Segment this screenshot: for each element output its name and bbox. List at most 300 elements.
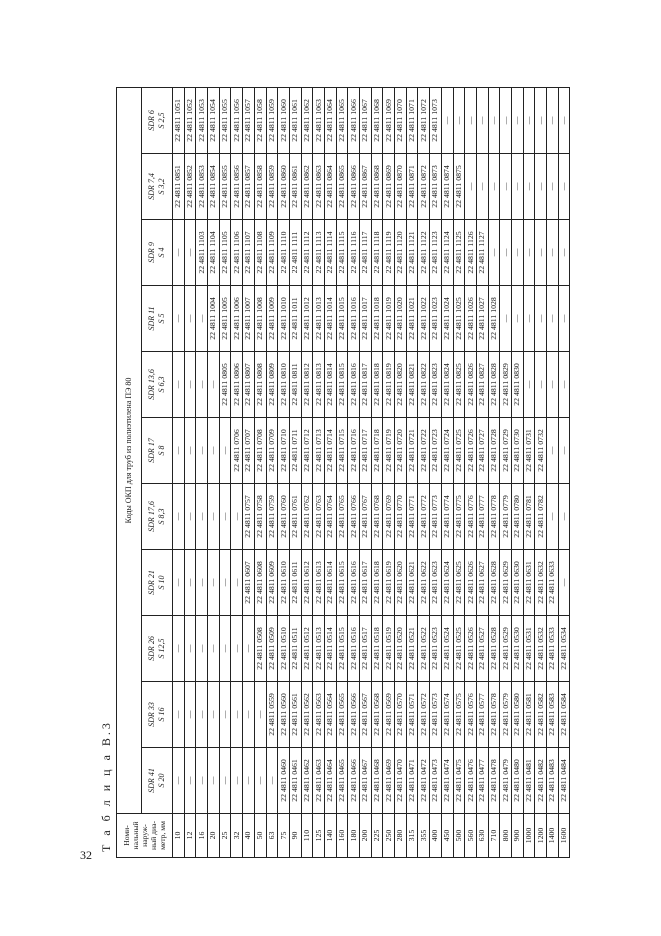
okp-code-cell: 22 4811 1060 bbox=[278, 87, 290, 153]
sdr-column-header bbox=[142, 484, 173, 550]
okp-code-cell: 22 4811 0768 bbox=[371, 484, 383, 550]
okp-code-cell: 22 4811 0757 bbox=[243, 484, 255, 550]
okp-code-cell: 22 4811 0872 bbox=[418, 154, 430, 220]
okp-code-cell: — bbox=[196, 616, 208, 682]
okp-code-cell: 22 4811 0823 bbox=[430, 352, 442, 418]
okp-code-cell: 22 4811 1119 bbox=[383, 220, 395, 286]
okp-code-cell: — bbox=[243, 616, 255, 682]
okp-code-cell: 22 4811 0766 bbox=[348, 484, 360, 550]
okp-codes-table bbox=[116, 87, 570, 858]
diameter-cell: 25 bbox=[219, 814, 231, 858]
okp-code-cell: 22 4811 0822 bbox=[418, 352, 430, 418]
okp-code-cell: — bbox=[254, 748, 266, 814]
okp-code-cell: — bbox=[558, 418, 570, 484]
okp-code-cell: 22 4811 1006 bbox=[231, 286, 243, 352]
okp-code-cell: 22 4811 1066 bbox=[348, 87, 360, 153]
okp-code-cell: — bbox=[500, 286, 512, 352]
okp-code-cell: 22 4811 0575 bbox=[453, 682, 465, 748]
okp-code-cell: 22 4811 1021 bbox=[406, 286, 418, 352]
table-row bbox=[441, 87, 453, 857]
okp-code-cell: 22 4811 0851 bbox=[173, 154, 185, 220]
okp-code-cell: 22 4811 1126 bbox=[465, 220, 477, 286]
okp-code-cell: — bbox=[173, 286, 185, 352]
okp-code-cell: — bbox=[243, 748, 255, 814]
okp-code-cell: 22 4811 1123 bbox=[430, 220, 442, 286]
okp-code-cell: — bbox=[500, 154, 512, 220]
okp-code-cell: — bbox=[184, 550, 196, 616]
okp-code-cell: 22 4811 0825 bbox=[453, 352, 465, 418]
okp-code-cell: 22 4811 0779 bbox=[500, 484, 512, 550]
okp-code-cell: 22 4811 0522 bbox=[418, 616, 430, 682]
okp-code-cell: 22 4811 0527 bbox=[476, 616, 488, 682]
okp-code-cell: 22 4811 1125 bbox=[453, 220, 465, 286]
okp-code-cell: 22 4811 0709 bbox=[266, 418, 278, 484]
okp-code-cell: 22 4811 1063 bbox=[313, 87, 325, 153]
okp-code-cell: 22 4811 1018 bbox=[371, 286, 383, 352]
okp-code-cell: 22 4811 0759 bbox=[266, 484, 278, 550]
okp-code-cell: 22 4811 1024 bbox=[441, 286, 453, 352]
okp-code-cell: 22 4811 0628 bbox=[488, 550, 500, 616]
okp-code-cell: — bbox=[511, 87, 523, 153]
okp-code-cell: — bbox=[535, 286, 547, 352]
okp-code-cell: 22 4811 0624 bbox=[441, 550, 453, 616]
okp-code-cell: 22 4811 0706 bbox=[231, 418, 243, 484]
okp-code-cell: 22 4811 0769 bbox=[383, 484, 395, 550]
okp-code-cell: 22 4811 0723 bbox=[430, 418, 442, 484]
okp-code-cell: 22 4811 0863 bbox=[313, 154, 325, 220]
s-value: S 3,2 bbox=[157, 178, 166, 195]
okp-code-cell: — bbox=[547, 87, 559, 153]
okp-code-cell: 22 4811 1111 bbox=[289, 220, 301, 286]
okp-code-cell: 22 4811 1070 bbox=[395, 87, 407, 153]
table-row bbox=[430, 87, 442, 857]
okp-code-cell: 22 4811 0477 bbox=[476, 748, 488, 814]
nominal-diameter-header-line: наруж- bbox=[140, 824, 149, 847]
table-row bbox=[488, 87, 500, 857]
okp-code-cell: — bbox=[173, 748, 185, 814]
s-value: S 4 bbox=[157, 247, 166, 258]
okp-code-cell: 22 4811 0814 bbox=[324, 352, 336, 418]
okp-code-cell: — bbox=[173, 484, 185, 550]
header-row-sdr bbox=[142, 87, 173, 857]
okp-code-cell: — bbox=[231, 748, 243, 814]
okp-code-cell: 22 4811 0561 bbox=[289, 682, 301, 748]
okp-code-cell: — bbox=[488, 220, 500, 286]
okp-code-cell: — bbox=[219, 682, 231, 748]
okp-code-cell: 22 4811 0815 bbox=[336, 352, 348, 418]
s-value: S 8 bbox=[157, 445, 166, 456]
s-value: S 12,5 bbox=[157, 638, 166, 659]
okp-code-cell: 22 4811 1071 bbox=[406, 87, 418, 153]
okp-code-cell: 22 4811 0873 bbox=[430, 154, 442, 220]
okp-code-cell: — bbox=[488, 87, 500, 153]
sdr-column-header bbox=[142, 220, 173, 286]
okp-code-cell: 22 4811 0758 bbox=[254, 484, 266, 550]
okp-code-cell: — bbox=[219, 748, 231, 814]
okp-code-cell: 22 4811 0532 bbox=[535, 616, 547, 682]
okp-code-cell: 22 4811 1121 bbox=[406, 220, 418, 286]
okp-code-cell: 22 4811 0627 bbox=[476, 550, 488, 616]
okp-code-cell: 22 4811 1027 bbox=[476, 286, 488, 352]
okp-code-cell: 22 4811 1110 bbox=[278, 220, 290, 286]
header-row-group bbox=[117, 87, 142, 857]
okp-code-cell: 22 4811 0611 bbox=[289, 550, 301, 616]
sdr-column-header bbox=[142, 286, 173, 352]
diameter-cell: 1000 bbox=[523, 814, 535, 858]
okp-code-cell: 22 4811 1058 bbox=[254, 87, 266, 153]
okp-code-cell: 22 4811 0710 bbox=[278, 418, 290, 484]
okp-code-cell: 22 4811 0612 bbox=[301, 550, 313, 616]
diameter-cell: 160 bbox=[336, 814, 348, 858]
okp-code-cell: 22 4811 1067 bbox=[360, 87, 372, 153]
okp-code-cell: 22 4811 0810 bbox=[278, 352, 290, 418]
okp-code-cell: 22 4811 0827 bbox=[476, 352, 488, 418]
table-row bbox=[231, 87, 243, 857]
okp-code-cell: 22 4811 1059 bbox=[266, 87, 278, 153]
okp-code-cell: 22 4811 0525 bbox=[453, 616, 465, 682]
okp-code-cell: — bbox=[254, 682, 266, 748]
okp-code-cell: 22 4811 0513 bbox=[313, 616, 325, 682]
okp-code-cell: 22 4811 0728 bbox=[488, 418, 500, 484]
okp-code-cell: — bbox=[173, 550, 185, 616]
okp-code-cell: 22 4811 0470 bbox=[395, 748, 407, 814]
okp-code-cell: — bbox=[523, 220, 535, 286]
s-value: S 8,3 bbox=[157, 508, 166, 525]
okp-code-cell: 22 4811 0577 bbox=[476, 682, 488, 748]
okp-code-cell: — bbox=[266, 748, 278, 814]
okp-code-cell: 22 4811 0461 bbox=[289, 748, 301, 814]
okp-code-cell: — bbox=[208, 550, 220, 616]
okp-code-cell: 22 4811 1117 bbox=[360, 220, 372, 286]
okp-code-cell: 22 4811 0608 bbox=[254, 550, 266, 616]
okp-code-cell: 22 4811 0523 bbox=[430, 616, 442, 682]
okp-code-cell: 22 4811 0818 bbox=[371, 352, 383, 418]
okp-code-cell: 22 4811 1026 bbox=[465, 286, 477, 352]
okp-code-cell: 22 4811 0729 bbox=[500, 418, 512, 484]
table-row bbox=[535, 87, 547, 857]
okp-code-cell: — bbox=[500, 87, 512, 153]
okp-code-cell: — bbox=[184, 220, 196, 286]
diameter-cell: 560 bbox=[465, 814, 477, 858]
okp-code-cell: 22 4811 1022 bbox=[418, 286, 430, 352]
table-row bbox=[453, 87, 465, 857]
okp-code-cell: 22 4811 0714 bbox=[324, 418, 336, 484]
okp-code-cell: 22 4811 0518 bbox=[371, 616, 383, 682]
okp-code-cell: 22 4811 1109 bbox=[266, 220, 278, 286]
table-row bbox=[254, 87, 266, 857]
okp-code-cell: 22 4811 0860 bbox=[278, 154, 290, 220]
okp-code-cell: 22 4811 0718 bbox=[371, 418, 383, 484]
diameter-cell: 20 bbox=[208, 814, 220, 858]
okp-code-cell: — bbox=[547, 352, 559, 418]
okp-code-cell: — bbox=[476, 154, 488, 220]
okp-code-cell: — bbox=[465, 87, 477, 153]
sdr-column-header bbox=[142, 682, 173, 748]
group-header: Коды ОКП для труб из полиэтилена ПЭ 80 bbox=[117, 87, 142, 813]
okp-code-cell: 22 4811 0483 bbox=[547, 748, 559, 814]
okp-code-cell: — bbox=[219, 616, 231, 682]
okp-code-cell: 22 4811 0853 bbox=[196, 154, 208, 220]
table-row bbox=[301, 87, 313, 857]
diameter-cell: 10 bbox=[173, 814, 185, 858]
okp-code-cell: 22 4811 0780 bbox=[511, 484, 523, 550]
okp-code-cell: 22 4811 1013 bbox=[313, 286, 325, 352]
sdr-value: SDR 6 bbox=[147, 110, 156, 131]
okp-code-cell: 22 4811 0859 bbox=[266, 154, 278, 220]
okp-code-cell: 22 4811 1072 bbox=[418, 87, 430, 153]
sdr-value: SDR 17,6 bbox=[147, 501, 156, 532]
okp-code-cell: 22 4811 0824 bbox=[441, 352, 453, 418]
okp-code-cell: 22 4811 0772 bbox=[418, 484, 430, 550]
okp-code-cell: 22 4811 0613 bbox=[313, 550, 325, 616]
okp-code-cell: — bbox=[231, 484, 243, 550]
okp-code-cell: 22 4811 0618 bbox=[371, 550, 383, 616]
table-row bbox=[313, 87, 325, 857]
okp-code-cell: 22 4811 0508 bbox=[254, 616, 266, 682]
okp-code-cell: 22 4811 0517 bbox=[360, 616, 372, 682]
okp-code-cell: 22 4811 0730 bbox=[511, 418, 523, 484]
okp-code-cell: 22 4811 0533 bbox=[547, 616, 559, 682]
okp-code-cell: 22 4811 0621 bbox=[406, 550, 418, 616]
okp-code-cell: — bbox=[208, 484, 220, 550]
okp-code-cell: 22 4811 0629 bbox=[500, 550, 512, 616]
okp-code-cell: 22 4811 0776 bbox=[465, 484, 477, 550]
okp-code-cell: — bbox=[196, 550, 208, 616]
s-value: S 2,5 bbox=[157, 112, 166, 129]
okp-code-cell: 22 4811 1005 bbox=[219, 286, 231, 352]
okp-code-cell: 22 4811 1057 bbox=[243, 87, 255, 153]
okp-code-cell: — bbox=[184, 616, 196, 682]
sdr-value: SDR 33 bbox=[147, 702, 156, 727]
table-row bbox=[395, 87, 407, 857]
okp-code-cell: 22 4811 0607 bbox=[243, 550, 255, 616]
okp-code-cell: 22 4811 0464 bbox=[324, 748, 336, 814]
okp-code-cell: 22 4811 1124 bbox=[441, 220, 453, 286]
nominal-diameter-header-line: ный диа- bbox=[149, 821, 158, 850]
okp-code-cell: 22 4811 0865 bbox=[336, 154, 348, 220]
sdr-value: SDR 41 bbox=[147, 768, 156, 793]
diameter-cell: 50 bbox=[254, 814, 266, 858]
okp-code-cell: 22 4811 0531 bbox=[523, 616, 535, 682]
sdr-value: SDR 13,6 bbox=[147, 369, 156, 400]
okp-code-cell: 22 4811 0481 bbox=[523, 748, 535, 814]
okp-code-cell: 22 4811 0806 bbox=[231, 352, 243, 418]
okp-code-cell: 22 4811 1062 bbox=[301, 87, 313, 153]
okp-code-cell: 22 4811 0875 bbox=[453, 154, 465, 220]
okp-code-cell: 22 4811 0765 bbox=[336, 484, 348, 550]
diameter-cell: 280 bbox=[395, 814, 407, 858]
sdr-value: SDR 11 bbox=[147, 306, 156, 331]
sdr-value: SDR 21 bbox=[147, 570, 156, 595]
okp-code-cell: — bbox=[558, 550, 570, 616]
okp-code-cell: 22 4811 1016 bbox=[348, 286, 360, 352]
okp-code-cell: — bbox=[558, 220, 570, 286]
table-row bbox=[383, 87, 395, 857]
okp-code-cell: 22 4811 0866 bbox=[348, 154, 360, 220]
table-row bbox=[243, 87, 255, 857]
okp-code-cell: 22 4811 0578 bbox=[488, 682, 500, 748]
okp-code-cell: 22 4811 0862 bbox=[301, 154, 313, 220]
okp-code-cell: 22 4811 0707 bbox=[243, 418, 255, 484]
okp-code-cell: 22 4811 0616 bbox=[348, 550, 360, 616]
diameter-cell: 32 bbox=[231, 814, 243, 858]
table-row bbox=[371, 87, 383, 857]
okp-code-cell: 22 4811 1120 bbox=[395, 220, 407, 286]
okp-code-cell: 22 4811 0870 bbox=[395, 154, 407, 220]
okp-code-cell: 22 4811 1025 bbox=[453, 286, 465, 352]
okp-code-cell: — bbox=[184, 484, 196, 550]
okp-code-cell: — bbox=[523, 87, 535, 153]
okp-code-cell: 22 4811 0782 bbox=[535, 484, 547, 550]
okp-code-cell: 22 4811 0465 bbox=[336, 748, 348, 814]
okp-code-cell: 22 4811 0805 bbox=[219, 352, 231, 418]
okp-code-cell: 22 4811 0731 bbox=[523, 418, 535, 484]
okp-code-cell: 22 4811 0762 bbox=[301, 484, 313, 550]
okp-code-cell: 22 4811 0829 bbox=[500, 352, 512, 418]
s-value: S 10 bbox=[157, 575, 166, 590]
okp-code-cell: 22 4811 0559 bbox=[266, 682, 278, 748]
okp-code-cell: — bbox=[476, 87, 488, 153]
okp-code-cell: 22 4811 0708 bbox=[254, 418, 266, 484]
okp-code-cell: — bbox=[231, 682, 243, 748]
okp-code-cell: 22 4811 0868 bbox=[371, 154, 383, 220]
okp-code-cell: 22 4811 0717 bbox=[360, 418, 372, 484]
okp-code-cell: 22 4811 0722 bbox=[418, 418, 430, 484]
okp-code-cell: — bbox=[523, 154, 535, 220]
okp-code-cell: 22 4811 0526 bbox=[465, 616, 477, 682]
okp-code-cell: 22 4811 0484 bbox=[558, 748, 570, 814]
okp-code-cell: 22 4811 0576 bbox=[465, 682, 477, 748]
okp-code-cell: 22 4811 0567 bbox=[360, 682, 372, 748]
table-row bbox=[547, 87, 559, 857]
okp-code-cell: 22 4811 0774 bbox=[441, 484, 453, 550]
s-value: S 20 bbox=[157, 773, 166, 788]
diameter-cell: 1400 bbox=[547, 814, 559, 858]
rotated-table-block bbox=[96, 88, 651, 858]
okp-code-cell: 22 4811 0460 bbox=[278, 748, 290, 814]
okp-code-cell: 22 4811 0874 bbox=[441, 154, 453, 220]
okp-code-cell: 22 4811 0565 bbox=[336, 682, 348, 748]
diameter-cell: 1600 bbox=[558, 814, 570, 858]
table-row bbox=[208, 87, 220, 857]
okp-code-cell: 22 4811 0584 bbox=[558, 682, 570, 748]
okp-code-cell: 22 4811 0473 bbox=[430, 748, 442, 814]
okp-code-cell: 22 4811 0560 bbox=[278, 682, 290, 748]
okp-code-cell: — bbox=[465, 154, 477, 220]
okp-code-cell: 22 4811 0573 bbox=[430, 682, 442, 748]
okp-code-cell: — bbox=[219, 484, 231, 550]
okp-code-cell: 22 4811 1055 bbox=[219, 87, 231, 153]
okp-code-cell: 22 4811 0726 bbox=[465, 418, 477, 484]
okp-code-cell: 22 4811 0771 bbox=[406, 484, 418, 550]
okp-code-cell: — bbox=[558, 352, 570, 418]
table-row bbox=[278, 87, 290, 857]
okp-code-cell: 22 4811 1017 bbox=[360, 286, 372, 352]
okp-code-cell: 22 4811 0760 bbox=[278, 484, 290, 550]
table-row bbox=[511, 87, 523, 857]
okp-code-cell: 22 4811 1122 bbox=[418, 220, 430, 286]
okp-code-cell: 22 4811 0463 bbox=[313, 748, 325, 814]
okp-code-cell: 22 4811 0610 bbox=[278, 550, 290, 616]
table-row bbox=[173, 87, 185, 857]
okp-code-cell: 22 4811 1011 bbox=[289, 286, 301, 352]
okp-code-cell: — bbox=[184, 286, 196, 352]
table-row bbox=[406, 87, 418, 857]
nominal-diameter-header bbox=[117, 814, 173, 858]
okp-code-cell: 22 4811 0820 bbox=[395, 352, 407, 418]
table-body bbox=[173, 87, 570, 857]
diameter-cell: 250 bbox=[383, 814, 395, 858]
okp-code-cell: 22 4811 0864 bbox=[324, 154, 336, 220]
okp-code-cell: 22 4811 1105 bbox=[219, 220, 231, 286]
okp-code-cell: 22 4811 1068 bbox=[371, 87, 383, 153]
okp-code-cell: 22 4811 0472 bbox=[418, 748, 430, 814]
sdr-column-header bbox=[142, 748, 173, 814]
okp-code-cell: — bbox=[511, 154, 523, 220]
okp-code-cell: 22 4811 0631 bbox=[523, 550, 535, 616]
okp-code-cell: 22 4811 0471 bbox=[406, 748, 418, 814]
page-number: 32 bbox=[80, 848, 92, 862]
okp-code-cell: 22 4811 0632 bbox=[535, 550, 547, 616]
nominal-diameter-header-line: метр, мм bbox=[158, 821, 167, 850]
okp-code-cell: 22 4811 1064 bbox=[324, 87, 336, 153]
okp-code-cell: — bbox=[558, 154, 570, 220]
okp-code-cell: — bbox=[231, 616, 243, 682]
okp-code-cell: 22 4811 0858 bbox=[254, 154, 266, 220]
table-row bbox=[348, 87, 360, 857]
okp-code-cell: 22 4811 0529 bbox=[500, 616, 512, 682]
okp-code-cell: 22 4811 1009 bbox=[266, 286, 278, 352]
okp-code-cell: 22 4811 1108 bbox=[254, 220, 266, 286]
okp-code-cell: — bbox=[196, 748, 208, 814]
okp-code-cell: 22 4811 0724 bbox=[441, 418, 453, 484]
diameter-cell: 800 bbox=[500, 814, 512, 858]
okp-code-cell: 22 4811 1061 bbox=[289, 87, 301, 153]
okp-code-cell: 22 4811 0511 bbox=[289, 616, 301, 682]
okp-code-cell: 22 4811 0474 bbox=[441, 748, 453, 814]
okp-code-cell: 22 4811 0856 bbox=[231, 154, 243, 220]
okp-code-cell: 22 4811 0828 bbox=[488, 352, 500, 418]
okp-code-cell: 22 4811 0521 bbox=[406, 616, 418, 682]
okp-code-cell: 22 4811 0857 bbox=[243, 154, 255, 220]
okp-code-cell: 22 4811 0763 bbox=[313, 484, 325, 550]
diameter-cell: 225 bbox=[371, 814, 383, 858]
diameter-cell: 125 bbox=[313, 814, 325, 858]
okp-code-cell: 22 4811 1113 bbox=[313, 220, 325, 286]
okp-code-cell: — bbox=[547, 418, 559, 484]
okp-code-cell: 22 4811 1004 bbox=[208, 286, 220, 352]
okp-code-cell: 22 4811 0479 bbox=[500, 748, 512, 814]
diameter-cell: 75 bbox=[278, 814, 290, 858]
okp-code-cell: 22 4811 0807 bbox=[243, 352, 255, 418]
okp-code-cell: 22 4811 0564 bbox=[324, 682, 336, 748]
sdr-value: SDR 17 bbox=[147, 438, 156, 463]
okp-code-cell: 22 4811 0813 bbox=[313, 352, 325, 418]
okp-code-cell: 22 4811 0509 bbox=[266, 616, 278, 682]
sdr-column-header bbox=[142, 154, 173, 220]
okp-code-cell: 22 4811 0534 bbox=[558, 616, 570, 682]
okp-code-cell: 22 4811 0468 bbox=[371, 748, 383, 814]
diameter-cell: 450 bbox=[441, 814, 453, 858]
okp-code-cell: 22 4811 0871 bbox=[406, 154, 418, 220]
okp-code-cell: 22 4811 0566 bbox=[348, 682, 360, 748]
okp-code-cell: 22 4811 0480 bbox=[511, 748, 523, 814]
okp-code-cell: 22 4811 1023 bbox=[430, 286, 442, 352]
okp-code-cell: 22 4811 0569 bbox=[383, 682, 395, 748]
okp-code-cell: — bbox=[208, 748, 220, 814]
sdr-column-header bbox=[142, 418, 173, 484]
sdr-column-header bbox=[142, 550, 173, 616]
